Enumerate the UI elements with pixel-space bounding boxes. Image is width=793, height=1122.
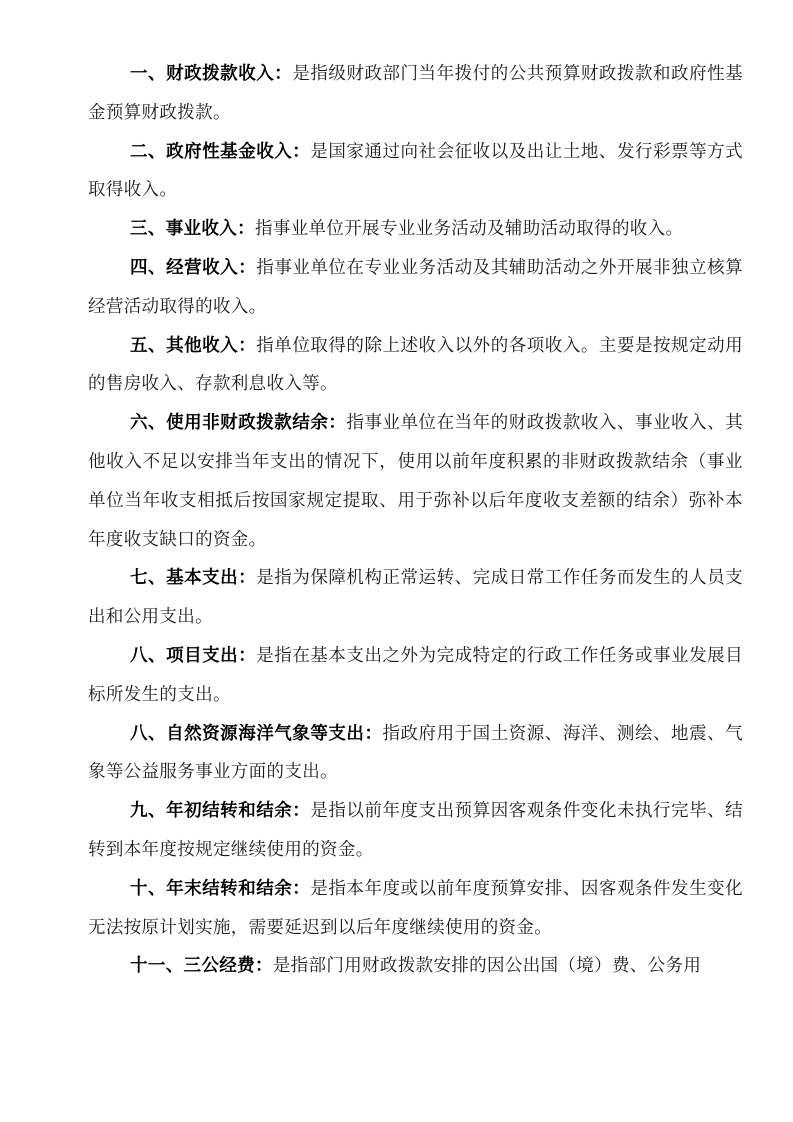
definition-paragraph-5: [88, 327, 743, 405]
definition-text: 指单位取得的除上述收入以外的各项收入。主要是按规定动用的售房收入、存款利息收入等。: [88, 335, 743, 395]
definition-paragraph-12: [88, 947, 743, 986]
definition-text: 指政府用于国土资源、海洋、测绘、地震、气象等公益服务事业方面的支出。: [88, 723, 743, 783]
definition-term: 三、事业收入：: [130, 219, 255, 240]
definition-term: 一、财政拨款收入：: [130, 64, 293, 84]
definition-text: 是指部门用财政拨款安排的因公出国（境）费、公务用: [272, 956, 702, 977]
definition-text: 是指以前年度支出预算因客观条件变化未执行完毕、结转到本年度按规定继续使用的资金。: [88, 801, 744, 860]
definition-text: 是指级财政部门当年拨付的公共预算财政拨款和政府性基金预算财政拨款。: [88, 64, 743, 123]
definition-text: 指事业单位在专业业务活动及其辅助活动之外开展非独立核算经营活动取得的收入。: [88, 257, 743, 317]
definition-term: 五、其他收入：: [130, 335, 257, 356]
document-body: [88, 55, 743, 986]
definition-paragraph-6: [88, 404, 743, 559]
definition-paragraph-4: [88, 249, 743, 327]
definition-paragraph-7: [88, 559, 743, 637]
definition-term: 十一、三公经费：: [130, 956, 273, 977]
definition-term: 二、政府性基金收入：: [130, 141, 311, 162]
definition-term: 四、经营收入：: [130, 257, 257, 278]
definition-text: 指事业单位开展专业业务活动及辅助活动取得的收入。: [254, 219, 684, 240]
definition-text: 是国家通过向社会征收以及出让土地、发行彩票等方式取得收入。: [88, 141, 744, 201]
definition-term: 九、年初结转和结余：: [130, 801, 311, 822]
definition-term: 六、使用非财政拨款结余：: [130, 413, 347, 434]
definition-term: 八、自然资源海洋气象等支出：: [130, 723, 383, 744]
definition-term: 八、项目支出：: [130, 645, 257, 666]
definition-paragraph-1: [88, 55, 743, 133]
definition-paragraph-8: [88, 637, 743, 715]
definition-term: 七、基本支出：: [130, 568, 257, 589]
definition-paragraph-2: [88, 133, 743, 211]
definition-paragraph-9: [88, 715, 743, 793]
definition-text: 指事业单位在当年的财政拨款收入、事业收入、其他收入不足以安排当年支出的情况下，使用以前年度积累的非财政拨款结余（事业单位当年收支相抵后按国家规定提取、用于弥补以后年度收支差额的结余）弥补本年度收支缺口的资金。: [88, 413, 743, 550]
definition-text: 是指本年度或以前年度预算安排、因客观条件发生变化无法按原计划实施，需要延迟到以后年度继续使用的资金。: [88, 878, 744, 938]
definition-term: 十、年末结转和结余：: [130, 878, 311, 899]
definition-text: 是指在基本支出之外为完成特定的行政工作任务或事业发展目标所发生的支出。: [88, 645, 743, 705]
definition-paragraph-3: [88, 210, 743, 249]
definition-text: 是指为保障机构正常运转、完成日常工作任务而发生的人员支出和公用支出。: [88, 568, 743, 628]
definition-paragraph-10: [88, 792, 743, 870]
definition-paragraph-11: [88, 870, 743, 948]
